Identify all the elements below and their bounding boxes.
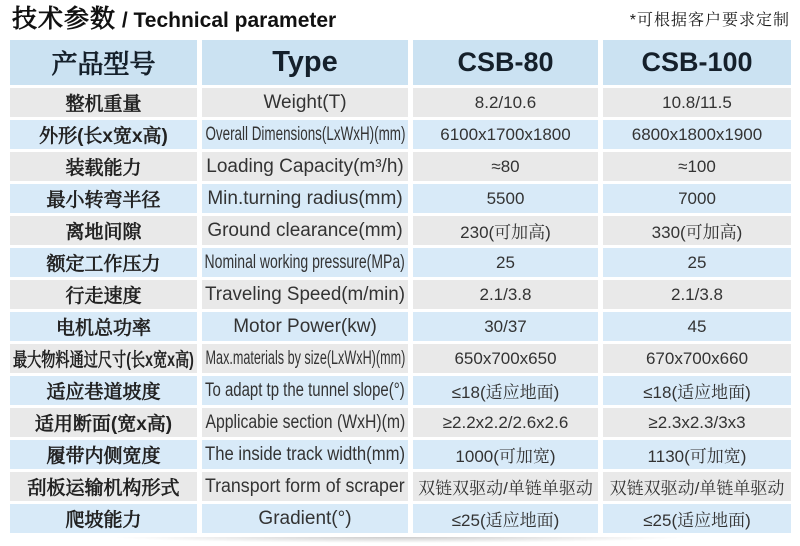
row-label-cn: 履带内侧宽度	[10, 440, 197, 469]
row-label-cn: 爬坡能力	[10, 504, 197, 533]
row-label-cn: 适应巷道坡度	[10, 376, 197, 405]
row-value-csb100: 670x700x660	[603, 344, 791, 373]
row-label-en: Applicabie section (WxH)(m)	[202, 408, 408, 437]
row-label-cn: 适用断面(宽x高)	[10, 408, 197, 437]
row-value-csb100: 7000	[603, 184, 791, 213]
page-title-en: / Technical parameter	[116, 9, 337, 32]
row-value-csb100: 1130(可加宽)	[603, 440, 791, 469]
row-label-en: Motor Power(kw)	[202, 312, 408, 341]
row-value-csb100: ≤25(适应地面)	[603, 504, 791, 533]
row-label-en: Ground clearance(mm)	[202, 216, 408, 245]
row-label-cn: 装载能力	[10, 152, 197, 181]
row-value-csb100: ≈100	[603, 152, 791, 181]
header-cell-csb80	[413, 40, 598, 85]
header-cell-model-label: 产品型号	[51, 49, 156, 79]
row-value-csb80: 6100x1700x1800	[413, 120, 598, 149]
row-label-cn: 额定工作压力	[10, 248, 197, 277]
row-label-cn: 外形(长x宽x高)	[10, 120, 197, 149]
row-label-cn: 离地间隙	[10, 216, 197, 245]
row-value-csb80: 30/37	[413, 312, 598, 341]
row-value-csb80: ≤25(适应地面)	[413, 504, 598, 533]
row-value-csb100: 330(可加高)	[603, 216, 791, 245]
row-value-csb80: 双链双驱动/单链单驱动	[413, 472, 598, 501]
page-bottom-shadow	[16, 537, 784, 545]
header-cell-model	[10, 40, 197, 85]
row-value-csb80: 5500	[413, 184, 598, 213]
row-label-en: To adapt tp the tunnel slope(°)	[202, 376, 408, 405]
spec-table	[10, 40, 791, 533]
row-value-csb80: 25	[413, 248, 598, 277]
row-label-cn: 最大物料通过尺寸(长x宽x高)	[10, 344, 197, 373]
row-label-en: The inside track width(mm)	[202, 440, 408, 469]
row-value-csb80: ≤18(适应地面)	[413, 376, 598, 405]
header-cell-type	[202, 40, 408, 85]
customization-note: *可根据客户要求定制	[629, 12, 790, 29]
row-value-csb100: 45	[603, 312, 791, 341]
row-value-csb80: ≈80	[413, 152, 598, 181]
page-title-cn: 技术参数	[12, 5, 117, 33]
header-cell-type-label: Type	[272, 46, 338, 78]
row-value-csb80: ≥2.2x2.2/2.6x2.6	[413, 408, 598, 437]
row-label-en: Overall Dimensions(LxWxH)(mm)	[202, 120, 408, 149]
row-label-cn: 最小转弯半径	[10, 184, 197, 213]
row-value-csb80: 2.1/3.8	[413, 280, 598, 309]
row-label-en: Traveling Speed(m/min)	[202, 280, 408, 309]
row-value-csb80: 650x700x650	[413, 344, 598, 373]
row-label-en: Loading Capacity(m³/h)	[202, 152, 408, 181]
header-cell-csb100	[603, 40, 791, 85]
row-value-csb100: 2.1/3.8	[603, 280, 791, 309]
row-label-en: Nominal working pressure(MPa)	[202, 248, 408, 277]
row-value-csb80: 230(可加高)	[413, 216, 598, 245]
row-label-en: Weight(T)	[202, 88, 408, 117]
row-value-csb100: ≤18(适应地面)	[603, 376, 791, 405]
row-value-csb100: 25	[603, 248, 791, 277]
row-value-csb80: 1000(可加宽)	[413, 440, 598, 469]
row-value-csb100: ≥2.3x2.3/3x3	[603, 408, 791, 437]
page-title	[12, 0, 336, 38]
header-cell-csb80-label: CSB-80	[457, 47, 554, 77]
row-label-cn: 电机总功率	[10, 312, 197, 341]
row-value-csb80: 8.2/10.6	[413, 88, 598, 117]
row-label-en: Min.turning radius(mm)	[202, 184, 408, 213]
row-label-cn: 行走速度	[10, 280, 197, 309]
row-label-cn: 刮板运输机构形式	[10, 472, 197, 501]
row-value-csb100: 10.8/11.5	[603, 88, 791, 117]
row-value-csb100: 双链双驱动/单链单驱动	[603, 472, 791, 501]
header-cell-csb100-label: CSB-100	[641, 47, 753, 77]
row-value-csb100: 6800x1800x1900	[603, 120, 791, 149]
row-label-en: Gradient(°)	[202, 504, 408, 533]
row-label-cn: 整机重量	[10, 88, 197, 117]
row-label-en: Transport form of scraper	[202, 472, 408, 501]
row-label-en: Max.materials by size(LxWxH)(mm)	[202, 344, 408, 373]
